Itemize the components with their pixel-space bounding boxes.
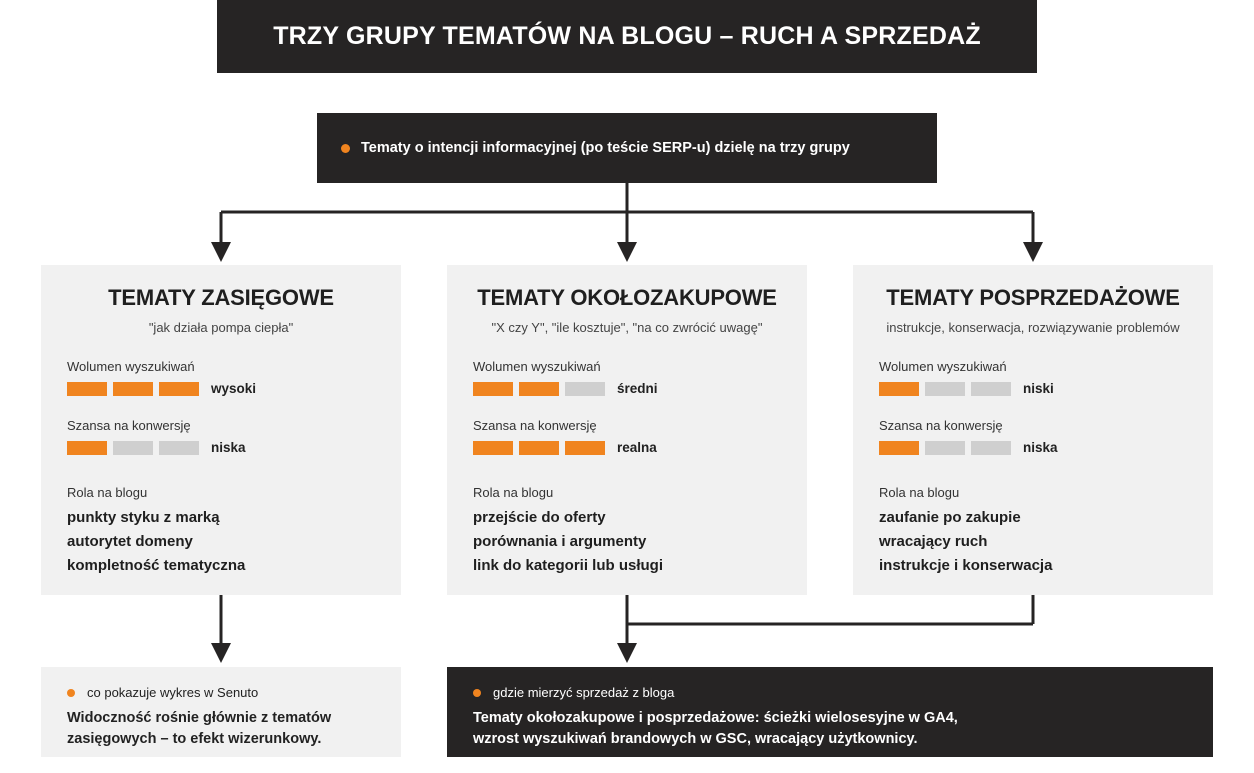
conversion-value: niska — [211, 440, 246, 455]
conversion-label: Szansa na konwersję — [473, 418, 597, 433]
note-heading-text: co pokazuje wykres w Senuto — [87, 685, 259, 700]
card-subtitle: instrukcje, konserwacja, rozwiązywanie problemów — [886, 320, 1180, 335]
note-heading — [67, 685, 375, 700]
note-heading-text: gdzie mierzyć sprzedaż z bloga — [493, 685, 675, 700]
meter-segment — [67, 382, 107, 396]
intro-box — [317, 113, 937, 183]
meter-segment — [159, 382, 199, 396]
arrow-down-icon — [1023, 242, 1043, 262]
arrow-down-icon — [211, 643, 231, 663]
role-label: Rola na blogu — [473, 485, 554, 500]
meter-segment — [473, 441, 513, 455]
card-post-sale-topics — [853, 265, 1213, 595]
volume-value: średni — [617, 381, 658, 396]
note-line: wzrost wyszukiwań brandowych w GSC, wracający użytkownicy. — [473, 731, 918, 747]
note-heading — [473, 685, 1187, 700]
conversion-value: realna — [617, 440, 657, 455]
role-item: instrukcje i konserwacja — [879, 557, 1053, 574]
meter-segment — [159, 441, 199, 455]
volume-meter — [473, 381, 781, 396]
note-body — [473, 708, 1187, 750]
meter-segment — [519, 441, 559, 455]
title-banner — [217, 0, 1037, 73]
meter-segment — [971, 441, 1011, 455]
bullet-dot-icon — [341, 144, 350, 153]
conversion-value: niska — [1023, 440, 1058, 455]
card-purchase-topics — [447, 265, 807, 595]
volume-label: Wolumen wyszukiwań — [67, 359, 195, 374]
meter-segment — [67, 441, 107, 455]
note-line: Tematy okołozakupowe i posprzedażowe: ścieżki wielosesyjne w GA4, — [473, 710, 958, 726]
conversion-label: Szansa na konwersję — [879, 418, 1003, 433]
note-line: Widoczność rośnie głównie z tematów — [67, 710, 332, 726]
meter-segment — [519, 382, 559, 396]
card-title: TEMATY POSPRZEDAŻOWE — [886, 285, 1180, 310]
conversion-meter — [473, 440, 781, 455]
meter-segment — [565, 382, 605, 396]
bullet-dot-icon — [67, 689, 75, 697]
role-label: Rola na blogu — [879, 485, 960, 500]
arrow-down-icon — [617, 643, 637, 663]
role-item: porównania i argumenty — [473, 533, 647, 550]
bullet-dot-icon — [473, 689, 481, 697]
meter-segment — [925, 441, 965, 455]
intro-text: Tematy o intencji informacyjnej (po teście SERP-u) dzielę na trzy grupy — [361, 140, 850, 156]
role-item: autorytet domeny — [67, 533, 193, 550]
measurement-note-box — [447, 667, 1213, 757]
role-item: zaufanie po zakupie — [879, 509, 1021, 526]
card-subtitle: "X czy Y", "ile kosztuje", "na co zwrócić uwagę" — [491, 320, 763, 335]
meter-segment — [565, 441, 605, 455]
role-item: kompletność tematyczna — [67, 557, 246, 574]
role-item: link do kategorii lub usługi — [473, 557, 664, 574]
page-title: TRZY GRUPY TEMATÓW NA BLOGU – RUCH A SPRZEDAŻ — [273, 22, 981, 50]
note-line: zasięgowych – to efekt wizerunkowy. — [67, 731, 322, 747]
volume-value: niski — [1023, 381, 1054, 396]
arrow-down-icon — [211, 242, 231, 262]
volume-label: Wolumen wyszukiwań — [473, 359, 601, 374]
meter-segment — [925, 382, 965, 396]
volume-meter — [67, 381, 375, 396]
role-item: przejście do oferty — [473, 509, 606, 526]
meter-segment — [971, 382, 1011, 396]
card-title: TEMATY OKOŁOZAKUPOWE — [477, 285, 777, 310]
volume-value: wysoki — [211, 381, 257, 396]
card-title: TEMATY ZASIĘGOWE — [108, 285, 334, 310]
role-item: wracający ruch — [879, 533, 988, 550]
meter-segment — [113, 441, 153, 455]
card-subtitle: "jak działa pompa ciepła" — [148, 320, 294, 335]
conversion-meter — [67, 440, 375, 455]
role-item: punkty styku z marką — [67, 509, 220, 526]
senuto-note-box — [41, 667, 401, 757]
note-body — [67, 708, 375, 750]
meter-segment — [113, 382, 153, 396]
meter-segment — [473, 382, 513, 396]
arrow-down-icon — [617, 242, 637, 262]
conversion-label: Szansa na konwersję — [67, 418, 191, 433]
meter-segment — [879, 441, 919, 455]
volume-label: Wolumen wyszukiwań — [879, 359, 1007, 374]
meter-segment — [879, 382, 919, 396]
role-label: Rola na blogu — [67, 485, 148, 500]
conversion-meter — [879, 440, 1187, 455]
card-reach-topics — [41, 265, 401, 595]
volume-meter — [879, 381, 1187, 396]
